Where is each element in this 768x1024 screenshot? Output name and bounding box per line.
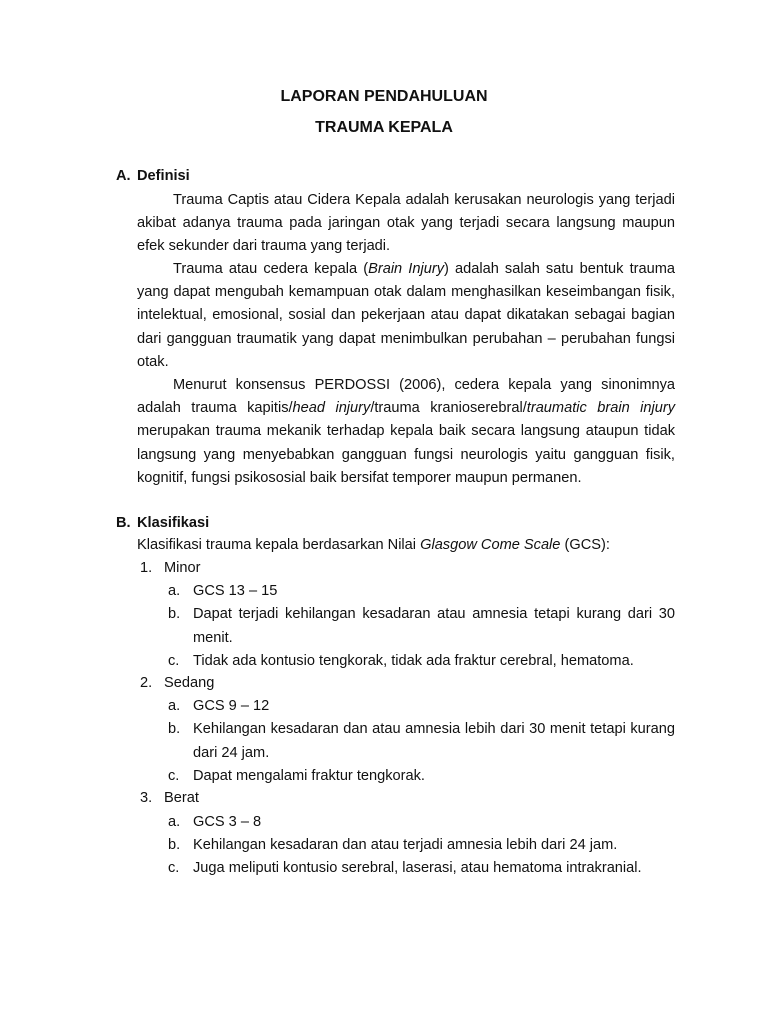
- list-item: a. GCS 3 – 8: [168, 814, 262, 830]
- document-title: LAPORAN PENDAHULUAN: [280, 88, 488, 105]
- list-item: c. Dapat mengalami fraktur tengkorak.: [168, 768, 425, 784]
- group-name: Berat: [164, 790, 199, 806]
- list-item: c. Juga meliputi kontusio serebral, laserasi, atau hematoma intrakranial.: [168, 860, 642, 876]
- classification-minor: 1. Minor: [140, 560, 201, 576]
- section-b-label: B.: [116, 515, 131, 531]
- group-name: Minor: [164, 560, 201, 576]
- list-item: c. Tidak ada kontusio tengkorak, tidak ada fraktur cerebral, hematoma.: [168, 653, 634, 669]
- section-b-heading: [116, 513, 209, 533]
- classification-sedang: 2. Sedang: [140, 675, 215, 691]
- definition-paragraph-2: Trauma atau cedera kepala (Brain Injury) adalah salah satu bentuk trauma yang dapat mengubah kemampuan otak dalam menghasilkan keseimbangan fisik, intelektual, emosional, sosial dan pekerjaan atau dapat dikatakan sebagai bagian dari gangguan traumatik yang dapat menimbulkan perubahan – perubahan fungsi otak.: [137, 261, 675, 370]
- list-item: a. GCS 13 – 15: [168, 583, 278, 599]
- document-subtitle: TRAUMA KEPALA: [315, 119, 453, 136]
- list-item: b. Kehilangan kesadaran dan atau terjadi amnesia lebih dari 24 jam.: [168, 837, 618, 853]
- list-item: a. GCS 9 – 12: [168, 698, 270, 714]
- group-name: Sedang: [164, 675, 215, 691]
- definition-paragraph-1: Trauma Captis atau Cidera Kepala adalah kerusakan neurologis yang terjadi akibat adanya trauma pada jaringan otak yang terjadi secara langsung maupun efek sekunder dari trauma yang terjadi.: [137, 192, 675, 255]
- classification-intro: Klasifikasi trauma kepala berdasarkan Nilai Glasgow Come Scale (GCS):: [137, 537, 610, 553]
- section-a-label: A.: [116, 168, 131, 184]
- section-a-title: Definisi: [137, 168, 190, 184]
- section-a-heading: [116, 166, 190, 186]
- section-b-title: Klasifikasi: [137, 515, 210, 531]
- list-item: b. Kehilangan kesadaran dan atau amnesia lebih dari 30 menit tetapi kurang dari 24 jam.: [168, 721, 675, 761]
- classification-berat: 3. Berat: [140, 790, 199, 806]
- definition-paragraph-3: Menurut konsensus PERDOSSI (2006), cedera kepala yang sinonimnya adalah trauma kapitis/head injury/trauma kranioserebral/traumatic brain injury merupakan trauma mekanik terhadap kepala baik secara langsung ataupun tidak langsung yang menyebabkan gangguan fungsi neurologis yaitu gangguan fisik, kognitif, fungsi psikososial baik bersifat temporer maupun permanen.: [137, 377, 675, 486]
- list-item: b. Dapat terjadi kehilangan kesadaran atau amnesia tetapi kurang dari 30 menit.: [168, 606, 675, 646]
